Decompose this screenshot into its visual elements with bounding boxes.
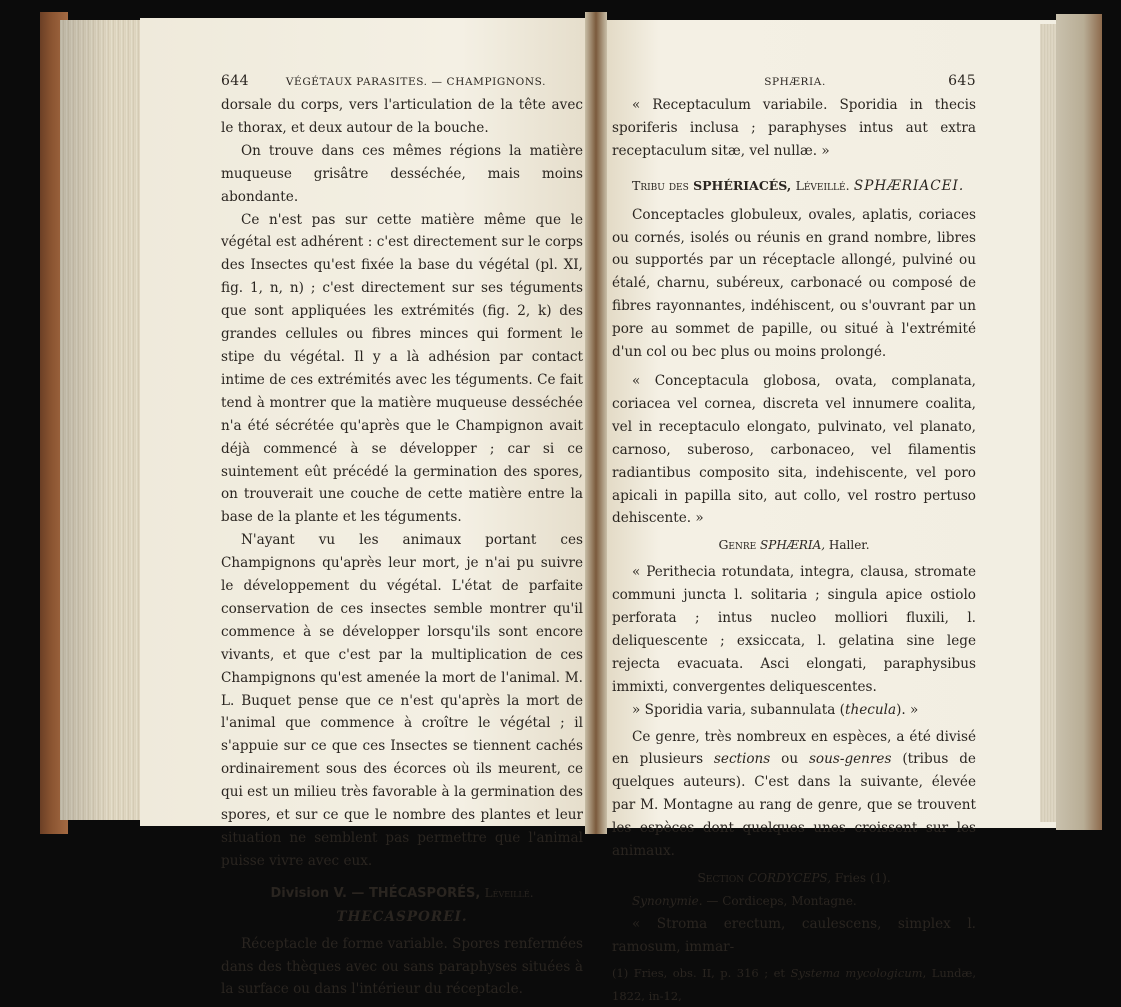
book-cover-right [1056,14,1102,830]
right-running-title: SPHÆRIA. [764,76,826,88]
right-page-text [612,70,976,1007]
section-heading: Section CORDYCEPS, Fries (1). [697,870,891,885]
latin-quote: » Sporidia varia, subannulata (thecula). » [632,701,919,718]
left-running-title: VÉGÉTAUX PARASITES. — CHAMPIGNONS. [285,76,547,88]
tribe-heading: Tribu des SPHÉRIACÉS, Léveillé. SPHÆRIACEI. [632,177,965,194]
paragraph: N'ayant vu les animaux portant ces Champignons qu'après leur mort, je n'ai pu suivre le développement du végétal. L'état de parfaite conservation de ces insectes semble montrer qu'il commence à se développer lorsqu'ils sont encore vivants, et que c'est par la multiplication de ces Champignons qu'est amenée la mort de l'animal. M. L. Buquet pense que ce n'est qu'après la mort de l'animal que commence à croître le végétal ; il s'appuie sur ce que ces Insectes se tiennent cachés ordinairement sous des écorces où ils meurent, ce qui est un milieu très favorable à la germination des spores, et sur ce que le nombre des plantes et leur situation ne semblent pas permettre que l'animal puisse vivre avec eux. [221,532,583,869]
genus-heading: Genre SPHÆRIA, Haller. [718,537,870,553]
synonymy-line: Synonymie. — Cordiceps, Montagne. [632,893,857,908]
paragraph: Conceptacles globuleux, ovales, aplatis, coriaces ou cornés, isolés ou réunis en grand nombre, libres ou supportés par un réceptacle allongé, pulviné ou étalé, charnu, subéreux, carbonacé ou composé de fibres rayonnantes, indéhiscent, ou s'ouvrant par un pore au sommet de papille, ou situé à l'extrémité d'un col ou bec plus ou moins prolongé. [612,206,976,361]
paragraph: Ce n'est pas sur cette matière même que le végétal est adhérent : c'est directement sur le corps des Insectes qu'est fixée la base du végétal (pl. XI, fig. 1, n, n) ; c'est directement sur ses téguments que sont appliquées les extrémités (fig. 2, k) des grandes cellules ou fibres minces qui forment le stipe du végétal. Il y a là adhésion par contact intime de ces extrémités avec les téguments. Ce fait tend à montrer que la matière muqueuse desséchée n'a été sécrétée qu'après que le Champignon avait déjà commencé à se développer ; car si ce suintement eût précédé la germination des spores, on trouverait une couche de cette matière entre la base de la plante et les téguments. [221,211,583,526]
left-page-text [221,70,583,1001]
paragraph: On trouve dans ces mêmes régions la matière muqueuse grisâtre desséchée, mais moins abondante. [221,142,583,205]
paragraph: Réceptacle de forme variable. Spores renfermées dans des thèques avec ou sans paraphyses situées à la surface ou dans l'intérieur du réceptacle. [221,935,583,998]
left-page-number: 644 [221,73,249,89]
left-running-head [221,70,583,94]
latin-quote: « Perithecia rotundata, integra, clausa, stromate communi juncta l. solitaria ; singula apice ostiolo perforata ; intus nucleo molliori fluxili, l. deliquescente ; exsiccata, l. gelatina sine lege rejecta evacuata. Asci elongati, paraphysibus immixti, convergentes deliquescentes. [612,564,976,695]
paragraph: Ce genre, très nombreux en espèces, a été divisé en plusieurs sections ou sous-genres (tribus de quelques auteurs). C'est dans la suivante, élevée par M. Montagne au rang de genre, que se trouvent les espèces dont quelques unes croissent sur les animaux. [612,728,976,860]
latin-quote: « Stroma erectum, caulescens, simplex l. ramosum, immar- [612,915,976,955]
latin-quote: « Conceptacula globosa, ovata, complanata, coriacea vel cornea, discreta vel innumere coalita, vel in receptaculo elongato, pulvinato, vel planato, carnoso, suberoso, carbonaceo, vel filamentis radiantibus composito sita, indehiscente, vel poro apicali in papilla sito, aut collo, vel rostro pertuso dehiscente. » [612,372,976,527]
footnote: (1) Fries, obs. II, p. 316 ; et Systema mycologicum, Lundæ, 1822, in-12, [612,965,977,1003]
book-gutter [585,12,607,834]
division-heading: Division V. — THÉCASPORÉS, Léveillé. [270,885,534,901]
paragraph: dorsale du corps, vers l'articulation de la tête avec le thorax, et deux autour de la bouche. [221,97,583,136]
right-running-head [612,70,976,94]
division-latin-name: THECASPOREI. [336,908,468,925]
right-page-number: 645 [948,73,976,89]
latin-quote: « Receptaculum variabile. Sporidia in thecis sporiferis inclusa ; paraphyses intus aut extra receptaculum sitæ, vel nullæ. » [612,97,976,159]
